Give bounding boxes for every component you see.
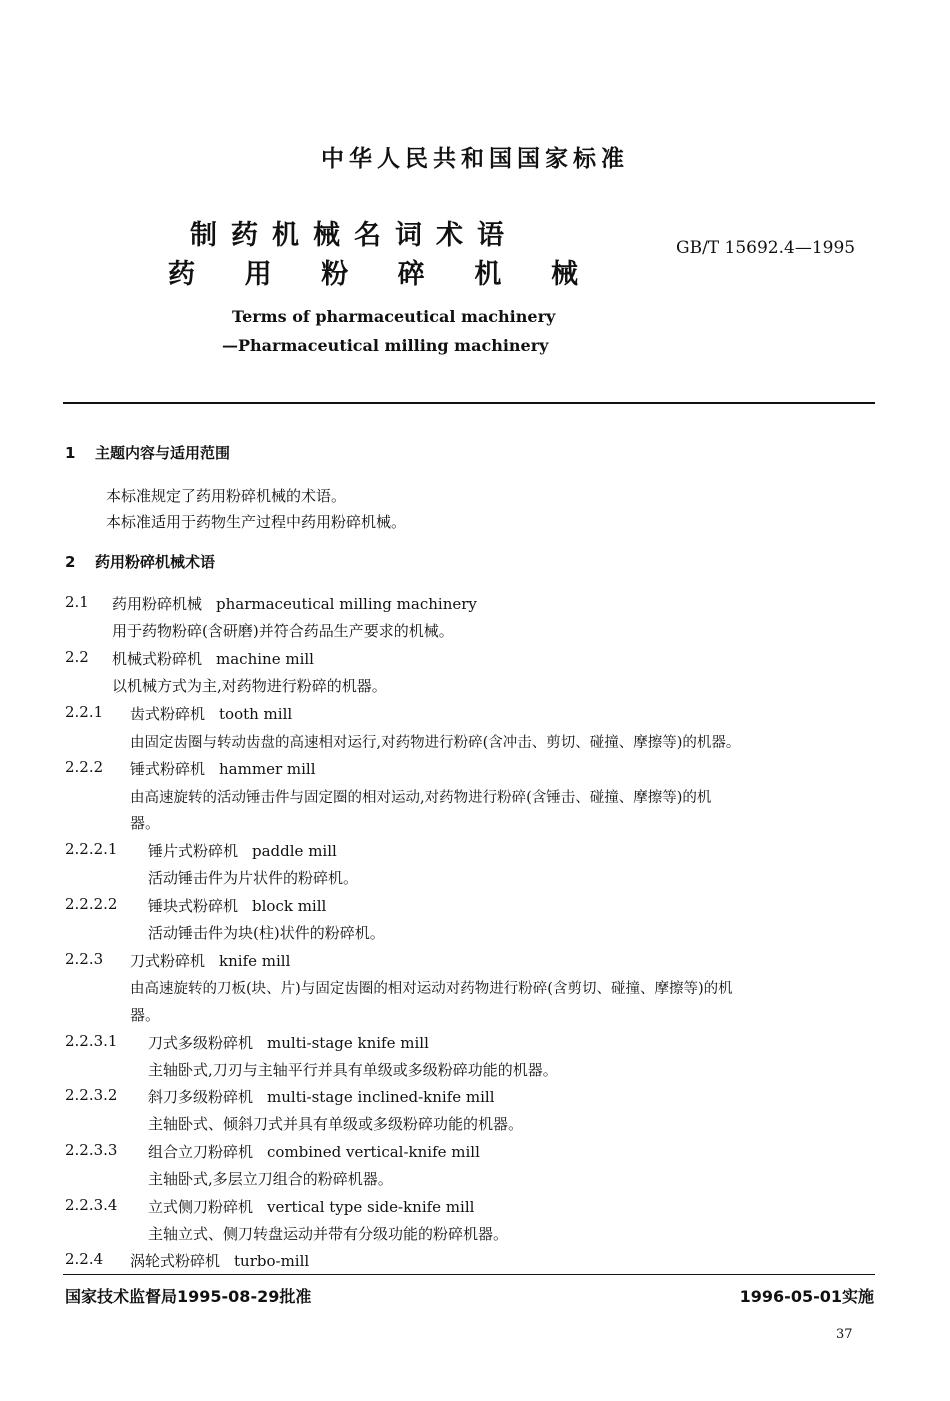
term-zh: 锤式粉碎机 (130, 760, 206, 778)
term-zh: 刀式粉碎机 (130, 952, 206, 970)
term-heading (148, 840, 337, 861)
term-definition: 主轴卧式,多层立刀组合的粉碎机器。 (148, 1170, 393, 1188)
term-en: paddle mill (252, 842, 337, 860)
term-heading (130, 758, 316, 779)
term-number: 2.2.3.4 (65, 1196, 118, 1214)
title2-char: 碎 (397, 259, 425, 290)
term-heading (148, 1086, 495, 1107)
term-en: multi-stage inclined-knife mill (267, 1088, 495, 1106)
term-definition: 活动锤击件为片状件的粉碎机。 (148, 869, 359, 887)
term-number: 2.2.3.2 (65, 1086, 118, 1104)
term-en: vertical type side-knife mill (267, 1198, 475, 1216)
term-number: 2.1 (65, 593, 89, 611)
term-en: pharmaceutical milling machinery (216, 595, 477, 613)
header-divider (63, 402, 875, 404)
title2-char: 机 (474, 259, 502, 290)
term-en: combined vertical-knife mill (267, 1143, 480, 1161)
term-number: 2.2.2.1 (65, 840, 118, 858)
term-number: 2.2.3.1 (65, 1032, 118, 1050)
title2-char: 械 (550, 259, 578, 290)
term-heading (148, 1141, 480, 1162)
term-definition: 主轴卧式、倾斜刀式并具有单级或多级粉碎功能的机器。 (148, 1115, 524, 1133)
title2-char: 药 (168, 259, 195, 290)
section-heading-1 (65, 442, 230, 463)
footer-divider (63, 1274, 875, 1275)
term-en: machine mill (216, 650, 314, 668)
term-heading (112, 648, 314, 669)
term-zh: 斜刀多级粉碎机 (148, 1088, 254, 1106)
term-definition: 主轴卧式,刀刃与主轴平行并具有单级或多级粉碎功能的机器。 (148, 1061, 558, 1079)
term-definition: 由固定齿圈与转动齿盘的高速相对运行,对药物进行粉碎(含冲击、剪切、碰撞、摩擦等)的机器。 (130, 735, 741, 751)
section-number: 1 (65, 444, 76, 462)
standard-number: GB/T 15692.4—1995 (676, 238, 856, 258)
term-definition: 主轴立式、侧刀转盘运动并带有分级功能的粉碎机器。 (148, 1225, 509, 1243)
term-heading (130, 950, 290, 971)
term-heading (130, 1250, 309, 1271)
term-zh: 组合立刀粉碎机 (148, 1143, 254, 1161)
term-definition: 用于药物粉碎(含研磨)并符合药品生产要求的机械。 (112, 622, 454, 640)
term-heading (148, 895, 326, 916)
term-number: 2.2.1 (65, 703, 104, 721)
chinese-title-line1: 制药机械名词术语 (190, 220, 518, 251)
page-number: 37 (836, 1327, 853, 1342)
section-title: 主题内容与适用范围 (95, 444, 231, 462)
section-heading-2 (65, 551, 215, 572)
term-heading (112, 593, 477, 614)
term-number: 2.2.4 (65, 1250, 104, 1268)
term-heading (148, 1032, 429, 1053)
effective-date: 1996-05-01实施 (739, 1287, 874, 1306)
term-zh: 刀式多级粉碎机 (148, 1034, 254, 1052)
term-en: multi-stage knife mill (267, 1034, 429, 1052)
chinese-title-line2 (168, 252, 578, 291)
term-definition: 活动锤击件为块(柱)状件的粉碎机。 (148, 924, 385, 942)
term-number: 2.2.3 (65, 950, 104, 968)
scope-paragraph: 本标准规定了药用粉碎机械的术语。 (106, 487, 347, 505)
term-zh: 药用粉碎机械 (112, 595, 203, 613)
term-zh: 锤块式粉碎机 (148, 897, 239, 915)
section-number: 2 (65, 553, 76, 571)
term-en: hammer mill (219, 760, 316, 778)
title2-char: 用 (244, 259, 272, 290)
term-number: 2.2.2.2 (65, 895, 118, 913)
standard-banner: 中华人民共和国国家标准 (321, 146, 629, 172)
section-title: 药用粉碎机械术语 (95, 553, 216, 571)
term-zh: 立式侧刀粉碎机 (148, 1198, 254, 1216)
approval-date: 国家技术监督局1995-08-29批准 (65, 1287, 312, 1306)
term-definition: 以机械方式为主,对药物进行粉碎的机器。 (112, 677, 387, 695)
term-heading (130, 703, 292, 724)
term-definition: 由高速旋转的刀板(块、片)与固定齿圈的相对运动对药物进行粉碎(含剪切、碰撞、摩擦等)的机 (130, 981, 733, 997)
term-heading (148, 1196, 474, 1217)
term-zh: 锤片式粉碎机 (148, 842, 239, 860)
term-en: knife mill (219, 952, 291, 970)
term-definition: 器。 (130, 1006, 161, 1024)
term-zh: 齿式粉碎机 (130, 705, 206, 723)
term-en: tooth mill (219, 705, 293, 723)
term-en: block mill (252, 897, 327, 915)
title2-char: 粉 (321, 259, 349, 290)
term-number: 2.2 (65, 648, 89, 666)
term-zh: 机械式粉碎机 (112, 650, 203, 668)
term-definition: 器。 (130, 814, 161, 832)
english-title-line1: Terms of pharmaceutical machinery (232, 307, 556, 326)
term-number: 2.2.3.3 (65, 1141, 118, 1159)
scope-paragraph: 本标准适用于药物生产过程中药用粉碎机械。 (106, 513, 407, 531)
term-en: turbo-mill (234, 1252, 310, 1270)
term-definition: 由高速旋转的活动锤击件与固定圈的相对运动,对药物进行粉碎(含锤击、碰撞、摩擦等)的机 (130, 790, 712, 806)
term-number: 2.2.2 (65, 758, 104, 776)
english-title-line2: —Pharmaceutical milling machinery (222, 336, 549, 355)
term-zh: 涡轮式粉碎机 (130, 1252, 221, 1270)
